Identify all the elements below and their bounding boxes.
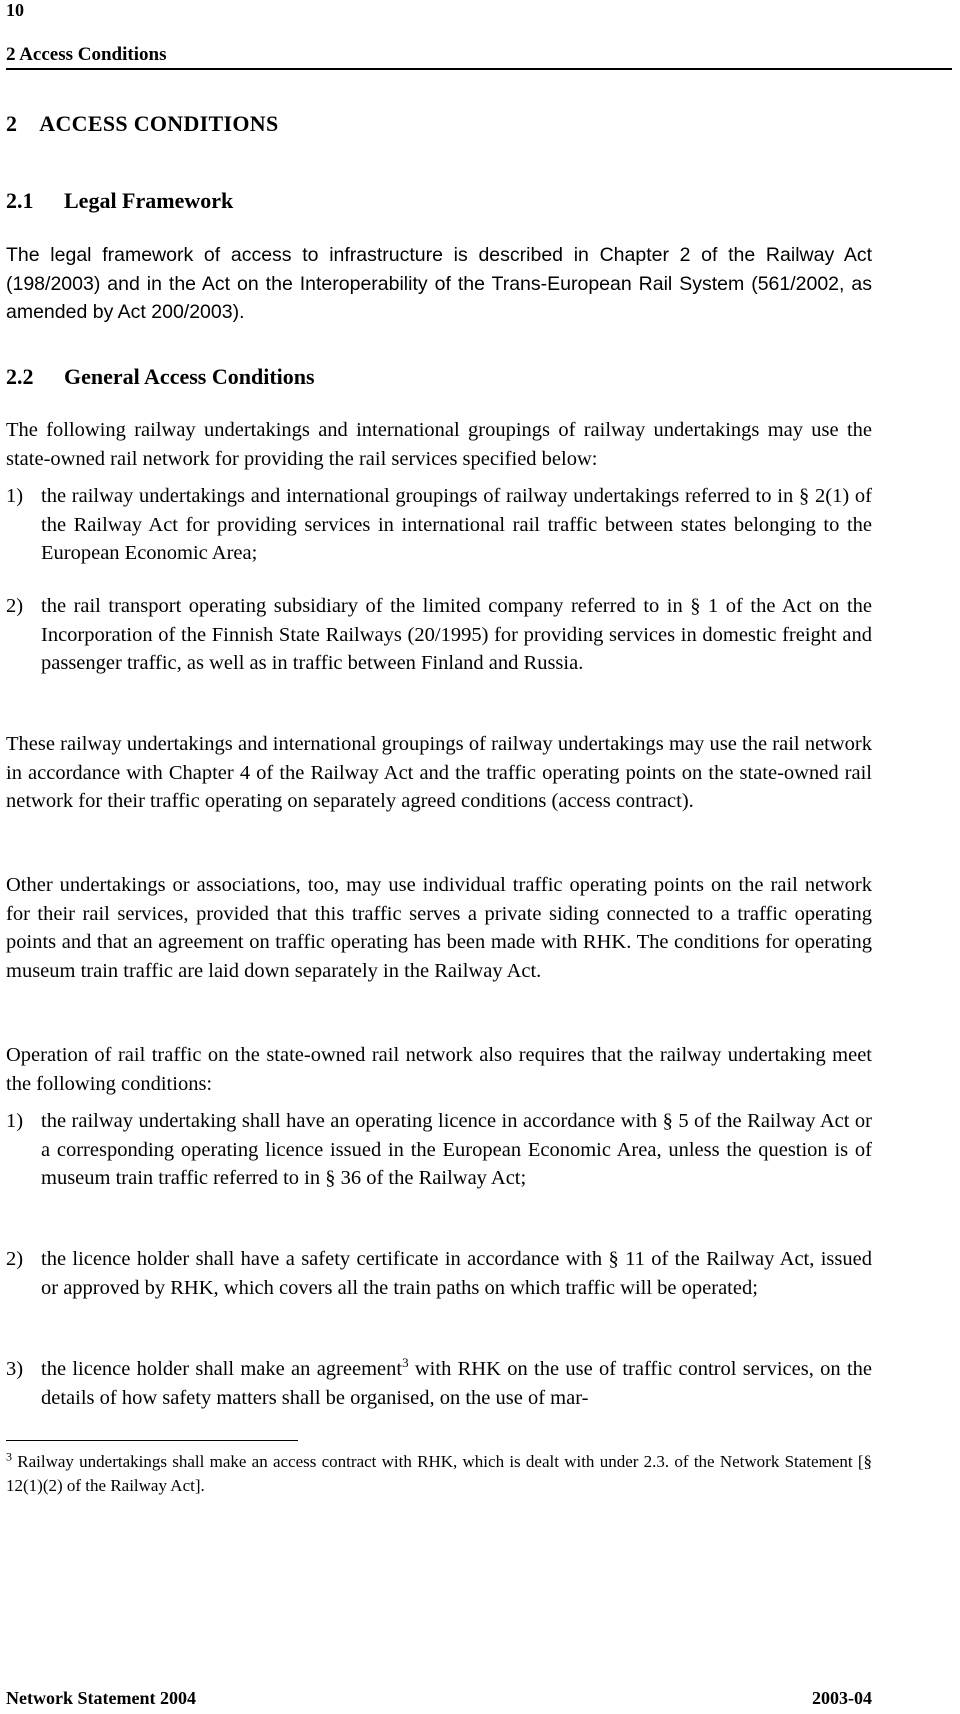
section-heading-2-1 xyxy=(6,188,233,214)
footnote xyxy=(6,1450,872,1498)
section-number: 2.2 xyxy=(6,364,34,389)
section-number: 2.1 xyxy=(6,188,34,213)
footer-date: 2003-04 xyxy=(812,1688,872,1708)
running-header: 2 Access Conditions xyxy=(6,44,952,70)
list-item xyxy=(6,482,872,568)
list-item xyxy=(6,1245,872,1302)
section-title-text: Legal Framework xyxy=(64,188,234,213)
paragraph-legal-framework: The legal framework of access to infrastructure is described in Chapter 2 of the Railway Act (198/2003) and in the Act on the Interoperability of the Trans-European Rail System (561/2002, as amended by Act 200/2003). xyxy=(6,244,872,323)
list-item-text: the rail transport operating subsidiary of the limited company referred to in § 1 of the Act on the Incorporation of the Finnish State Railways (20/1995) for providing services in domestic freight and passenger traffic, as well as in traffic between Finland and Russia. xyxy=(41,595,872,674)
list-item-text: the railway undertakings and international groupings of railway undertakings referred to in § 2(1) of the Railway Act for providing services in international rail traffic between states belonging to the European Economic Area; xyxy=(41,485,872,564)
list-marker: 1) xyxy=(6,1110,24,1132)
chapter-title: 2 ACCESS CONDITIONS xyxy=(6,111,279,136)
list-item-text-before: the licence holder shall make an agreement xyxy=(41,1358,403,1380)
list-marker: 3) xyxy=(6,1358,24,1380)
paragraph-access-contract: These railway undertakings and international groupings of railway undertakings may use the rail network in accordance with Chapter 4 of the Railway Act and the traffic operating points on the state-owned rail network for their traffic operating on separately agreed conditions (access contract). xyxy=(6,733,872,812)
list-item-text-after: with RHK on the use of traffic control services, on the details of how safety matters shall be organised, on the use of mar- xyxy=(41,1358,872,1409)
list-item-text: the licence holder shall have a safety certificate in accordance with § 11 of the Railway Act, issued or approved by RHK, which covers all the train paths on which traffic will be operated; xyxy=(41,1248,872,1299)
list-item xyxy=(6,592,872,678)
footnote-mark: 3 xyxy=(6,1449,12,1464)
footnote-reference[interactable]: 3 xyxy=(402,1355,409,1371)
paragraph-other-undertakings: Other undertakings or associations, too, may use individual traffic operating points on the rail network for their rail services, provided that this traffic serves a private siding connected to a traffic operating points and that an agreement on traffic operating has been made with RHK. The conditions for operating museum train traffic are laid down separately in the Railway Act. xyxy=(6,874,872,982)
list-item xyxy=(6,1107,872,1193)
list-marker: 1) xyxy=(6,485,24,507)
list-marker: 2) xyxy=(6,595,24,617)
list-item xyxy=(6,1355,872,1412)
list-item-text: the railway undertaking shall have an operating licence in accordance with § 5 of the Railway Act or a corresponding operating licence issued in the European Economic Area, unless the question is of museum train traffic referred to in § 36 of the Railway Act; xyxy=(41,1110,872,1189)
footer-title: Network Statement 2004 xyxy=(6,1688,196,1708)
paragraph-intro-list: The following railway undertakings and international groupings of railway undertakings may use the state-owned rail network for providing the rail services specified below: xyxy=(6,419,872,470)
section-heading-2-2 xyxy=(6,364,315,390)
footnote-text: Railway undertakings shall make an access contract with RHK, which is dealt with under 2.3. of the Network Statement [§ 12(1)(2) of the Railway Act]. xyxy=(6,1452,872,1495)
paragraph-operation-conditions: Operation of rail traffic on the state-owned rail network also requires that the railway undertaking meet the following conditions: xyxy=(6,1044,872,1095)
list-marker: 2) xyxy=(6,1248,24,1270)
section-title-text: General Access Conditions xyxy=(64,364,315,389)
list-item-text xyxy=(41,1355,872,1412)
footnote-divider xyxy=(6,1440,298,1441)
page-number: 10 xyxy=(6,0,24,20)
